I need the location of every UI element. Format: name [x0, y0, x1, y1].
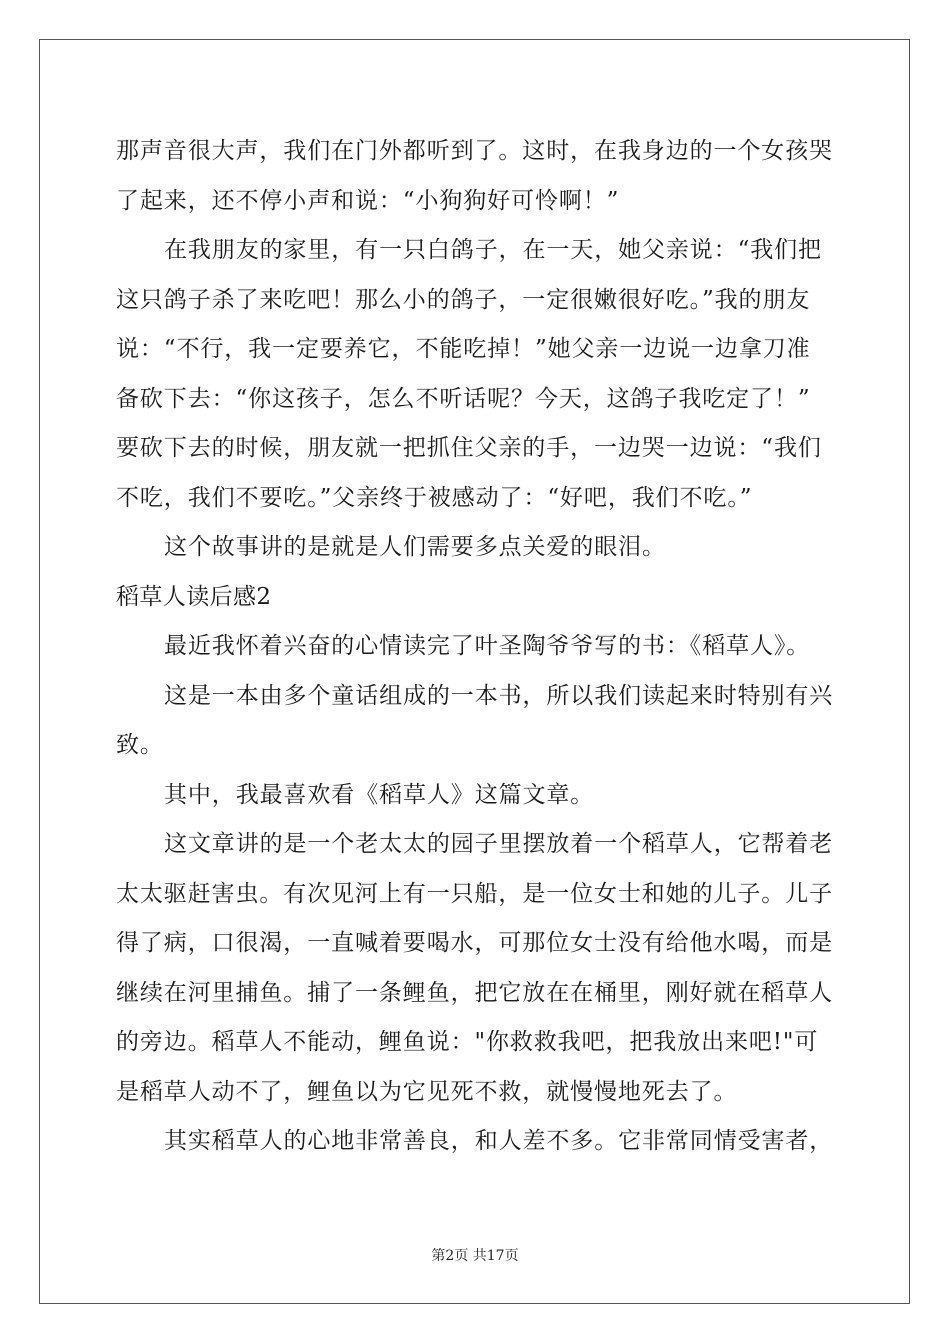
text-line: 了起来，还不停小声和说：“小狗狗好可怜啊！”	[116, 187, 620, 214]
text-line: 太太驱赶害虫。有次见河上有一只船，是一位女士和她的儿子。儿子	[116, 880, 833, 907]
paragraph-start: 在我朋友的家里，有一只白鸽子，在一天，她父亲说：“我们把	[164, 237, 822, 263]
text-line: 这只鸽子杀了来吃吧！那么小的鸽子，一定很嫩很好吃。”我的朋友	[116, 286, 811, 313]
paragraph-start: 这个故事讲的是就是人们需要多点关爱的眼泪。	[164, 534, 666, 560]
text-line: 备砍下去：“你这孩子，怎么不听话呢？今天，这鸽子我吃定了！”	[116, 385, 811, 412]
paragraph-start: 其中，我最喜欢看《稻草人》这篇文章。	[164, 781, 595, 808]
text-line: 致。	[116, 732, 164, 758]
document-body	[116, 127, 836, 1167]
text-line: 要砍下去的时候，朋友就一把抓住父亲的手，一边哭一边说：“我们	[116, 435, 822, 461]
paragraph-start: 最近我怀着兴奋的心情读完了叶圣陶爷爷写的书：《稻草人》。	[164, 633, 811, 659]
text-line: 继续在河里捕鱼。捕了一条鲤鱼，把它放在在桶里，刚好就在稻草人	[116, 979, 833, 1006]
paragraph-start: 这文章讲的是一个老太太的园子里摆放着一个稻草人，它帮着老	[164, 831, 834, 857]
text-line: 不吃，我们不要吃。”父亲终于被感动了：“好吧，我们不吃。”	[116, 484, 753, 511]
paragraph-start: 这是一本由多个童话组成的一本书，所以我们读起来时特别有兴	[164, 682, 834, 709]
section-heading: 稻草人读后感2	[116, 583, 272, 610]
text-line: 是稻草人动不了，鲤鱼以为它见死不救，就慢慢地死去了。	[116, 1078, 738, 1105]
text-line: 的旁边。稻草人不能动，鲤鱼说："你救救我吧，把我放出来吧!"可	[116, 1029, 819, 1055]
text-line: 说：“不行，我一定要养它，不能吃掉！”她父亲一边说一边拿刀准	[116, 336, 811, 362]
text-line: 那声音很大声，我们在门外都听到了。这时，在我身边的一个女孩哭	[116, 138, 833, 164]
paragraph-start: 其实稻草人的心地非常善良，和人差不多。它非常同情受害者，	[164, 1128, 834, 1154]
text-line: 得了病，口很渴，一直喊着要喝水，可那位女士没有给他水喝，而是	[116, 930, 833, 956]
page-number-footer: 第2页 共17页	[431, 1248, 519, 1264]
